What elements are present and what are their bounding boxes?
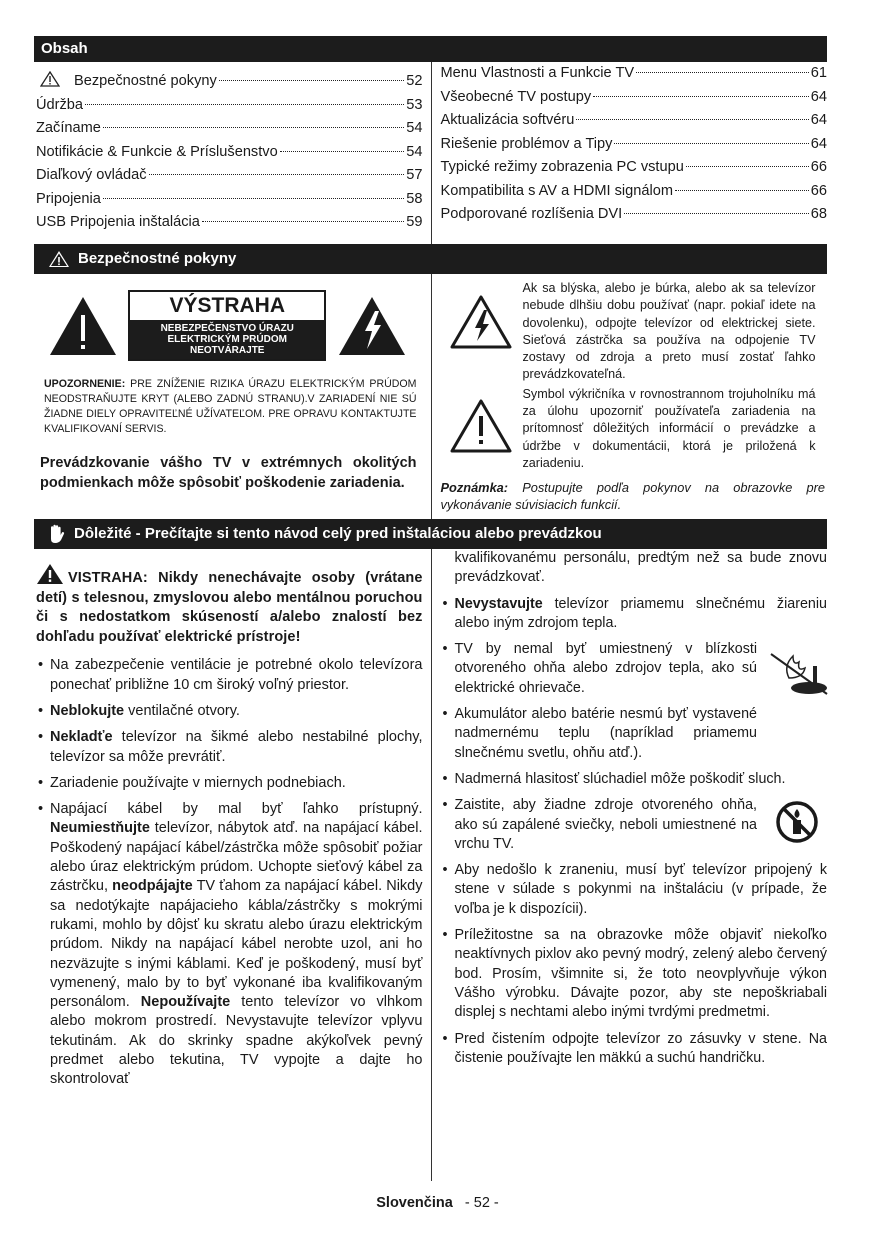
toc-item[interactable]: Podporované rozlíšenia DVI 68 (440, 206, 827, 222)
list-item: • Aby nedošlo k zraneniu, musí byť televízor pripojený k stene v súlade s pokynmi na inštaláciu (v prípade, že voľba je k dispozícii). (441, 861, 828, 919)
toc-right (431, 62, 828, 244)
toc-item[interactable]: Riešenie problémov a Tipy 64 (440, 135, 827, 152)
children-warning: VISTRAHA: Nikdy nenechávajte osoby (vrátane detí) s telesnou, zmyslovou alebo mentálnou poruchou či s nedostatkom skúseností a/alebo znalostí bez dohľadu používať elektrické prístroje! (36, 563, 423, 647)
page-footer (0, 1195, 875, 1211)
list-item: • Zaistite, aby žiadne zdroje otvoreného ohňa, ako sú zapálené sviečky, neboli umiestnené na vrchu TV. (441, 796, 828, 854)
manual-page (34, 36, 827, 1181)
toc-header (34, 36, 827, 62)
toc-item[interactable]: Typické režimy zobrazenia PC vstupu 66 (440, 159, 827, 175)
continued-text: kvalifikovanému personálu, predtým než sa bude znovu prevádzkovať. (454, 550, 827, 586)
warning-icon (40, 71, 60, 87)
lightning-info: Ak sa blýska, alebo je búrka, alebo ak sa televízor nebude dlhšiu dobu používať (napr. pokiaľ idete na dovolenku), odpojte televízor od elektrickej siete. Sieťová zástrčka sa používa na odpojenie TV zostavy od zdroja a preto musí zostať ľahko prevádzkovateľná. (522, 281, 816, 382)
safety-list-left (36, 656, 423, 1089)
safety-left (34, 274, 431, 519)
important-right (431, 549, 828, 1181)
list-item: • Neblokujte ventilačné otvory. (36, 702, 423, 721)
toc-item[interactable]: Pripojenia 58 (36, 190, 423, 207)
toc-item[interactable]: Všeobecné TV postupy 64 (440, 88, 827, 105)
important-left (34, 549, 431, 1181)
safety-list-right (441, 595, 828, 1069)
footer-language: Slovenčina (376, 1195, 453, 1211)
hand-stop-icon (48, 524, 66, 544)
extreme-conditions-heading: Prevádzkovanie vášho TV v extrémnych okolitých podmienkach môže spôsobiť poškodenie zariadenia. (40, 455, 417, 491)
toc-item[interactable]: Začíname 54 (36, 120, 423, 136)
toc-item[interactable]: Údržba 53 (36, 96, 423, 113)
toc-left (34, 62, 431, 244)
toc-item[interactable]: Bezpečnostné pokyny 52 (36, 70, 423, 94)
list-item: • TV by nemal byť umiestnený v blízkosti otvoreného ohňa alebo zdrojov tepla, ako sú elektrické ohrievače. (441, 640, 828, 698)
lightning-outline-icon (449, 294, 513, 350)
list-item: • Nevystavujte televízor priamemu slnečnému žiareniu alebo iným zdrojom tepla. (441, 595, 828, 634)
caution-notice: UPOZORNENIE: PRE ZNÍŽENIE RIZIKA ÚRAZU ELEKTRICKÝM PRÚDOM NEODSTRAŇUJTE KRYT (ALEBO ZADNÚ STRANU).V ZARIADENÍ NIE SÚ ŽIADNE DIELY OPRAVITEĽNÉ UŽÍVATEĽOM. PRE OPRAVU KONTAKTUJTE KVALIFIKOVANÍ SERVIS. (44, 378, 417, 435)
exclamation-triangle-icon (48, 295, 118, 357)
important-section (34, 549, 827, 1181)
list-item: • Príležitostne sa na obrazovke môže objaviť niekoľko neaktívnych pixlov ako pevný modrý, zelený alebo červený bod. Prosím, všimnite si, že toto neovplyvňuje výkon Vášho výrobku. Dávajte pozor, aby ste nepoškriabali displej s nechtami alebo inými tvrdými predmetmi. (441, 926, 828, 1022)
warning-icon (48, 250, 70, 268)
safety-section (34, 274, 827, 519)
fire-heater-icon (769, 648, 831, 700)
warning-label (128, 290, 326, 361)
list-item: • Pred čistením odpojte televízor zo zásuvky v stene. Na čistenie používajte len mäkkú a suchú handričku. (441, 1030, 828, 1069)
safety-right (431, 274, 828, 519)
toc-title: Obsah (41, 40, 88, 57)
list-item: • Zariadenie používajte v miernych podnebiach. (36, 774, 423, 793)
toc-item[interactable]: Menu Vlastnosti a Funkcie TV 61 (440, 65, 827, 81)
warning-icon (36, 563, 64, 585)
page-number: - 52 - (464, 1195, 499, 1211)
list-item: • Napájací kábel by mal byť ľahko prístupný. Neumiestňujte televízor, nábytok atď. na napájací kábel. Poškodený napájací kábel/zástrčka môže spôsobiť požiar alebo úraz elektrickým prúdom. Uchopte sieťový kábel za zástrčku, neodpájajte TV ťahom za napájací kábel. Nikdy sa nedotýkajte napájacieho kábla/zástrčky s mokrými rukami, mohlo by dôjsť ku skratu alebo úrazu elektrickým prúdom. Nikdy na napájací kábel nerobte uzol, ani ho nezväzujte s inými káblami. Keď je poškodený, musí byť vymenený, malo by to byť vykonané iba kvalifikovaným personálom. Nepoužívajte tento televízor vo vlhkom alebo mokrom prostredí. Nevystavujte televízor vplyvu tekutinám. Ak do skrinky spadne akýkoľvek pevný predmet alebo tekutina, TV vypojte a dajte ho skontrolovať (36, 800, 423, 1089)
toc-item[interactable]: Notifikácie & Funkcie & Príslušenstvo 54 (36, 143, 423, 160)
exclamation-info: Symbol výkričníka v rovnostrannom trojuholníku má za úlohu upozorniť používateľa zariadenia na prítomnosť dôležitých informácií o prevádzke a údržbe v dokumentácii, ktorá je priložená k zariadeniu. (522, 386, 816, 470)
no-open-flame-icon (775, 800, 819, 844)
toc-section (34, 62, 827, 244)
list-item: • Nadmerná hlasitosť slúchadiel môže poškodiť sluch. (441, 770, 828, 789)
toc-item[interactable]: Kompatibilita s AV a HDMI signálom 66 (440, 182, 827, 199)
toc-item[interactable]: Aktualizácia softvéru 64 (440, 112, 827, 128)
warning-label-subtitle: NEBEZPEČENSTVO ÚRAZU ELEKTRICKÝM PRÚDOM NEOTVÁRAJTE (130, 320, 324, 359)
note: Poznámka: Postupujte podľa pokynov na obrazovke pre vykonávanie súvisiacich funkcií. (440, 480, 825, 513)
exclamation-outline-icon (449, 398, 513, 454)
toc-item[interactable]: USB Pripojenia inštalácia 59 (36, 214, 423, 230)
important-header (34, 519, 827, 549)
list-item: • Nekladťe televízor na šikmé alebo nestabilné plochy, televízor sa môže prevrátiť. (36, 728, 423, 767)
toc-item[interactable]: Diaľkový ovládač 57 (36, 167, 423, 183)
warning-label-title: VÝSTRAHA (169, 294, 285, 317)
list-item: • Akumulátor alebo batérie nesmú byť vystavené nadmernému teplu (napríklad priamemu slnečnému svetlu, ohňu atď.). (441, 705, 828, 763)
important-title: Dôležité - Prečítajte si tento návod celý pred inštaláciou alebo prevádzkou (74, 525, 602, 542)
lightning-triangle-icon (337, 295, 407, 357)
safety-header (34, 244, 827, 274)
safety-title: Bezpečnostné pokyny (78, 250, 237, 267)
list-item: • Na zabezpečenie ventilácie je potrebné okolo televízora ponechať približne 10 cm široký voľný priestor. (36, 656, 423, 695)
